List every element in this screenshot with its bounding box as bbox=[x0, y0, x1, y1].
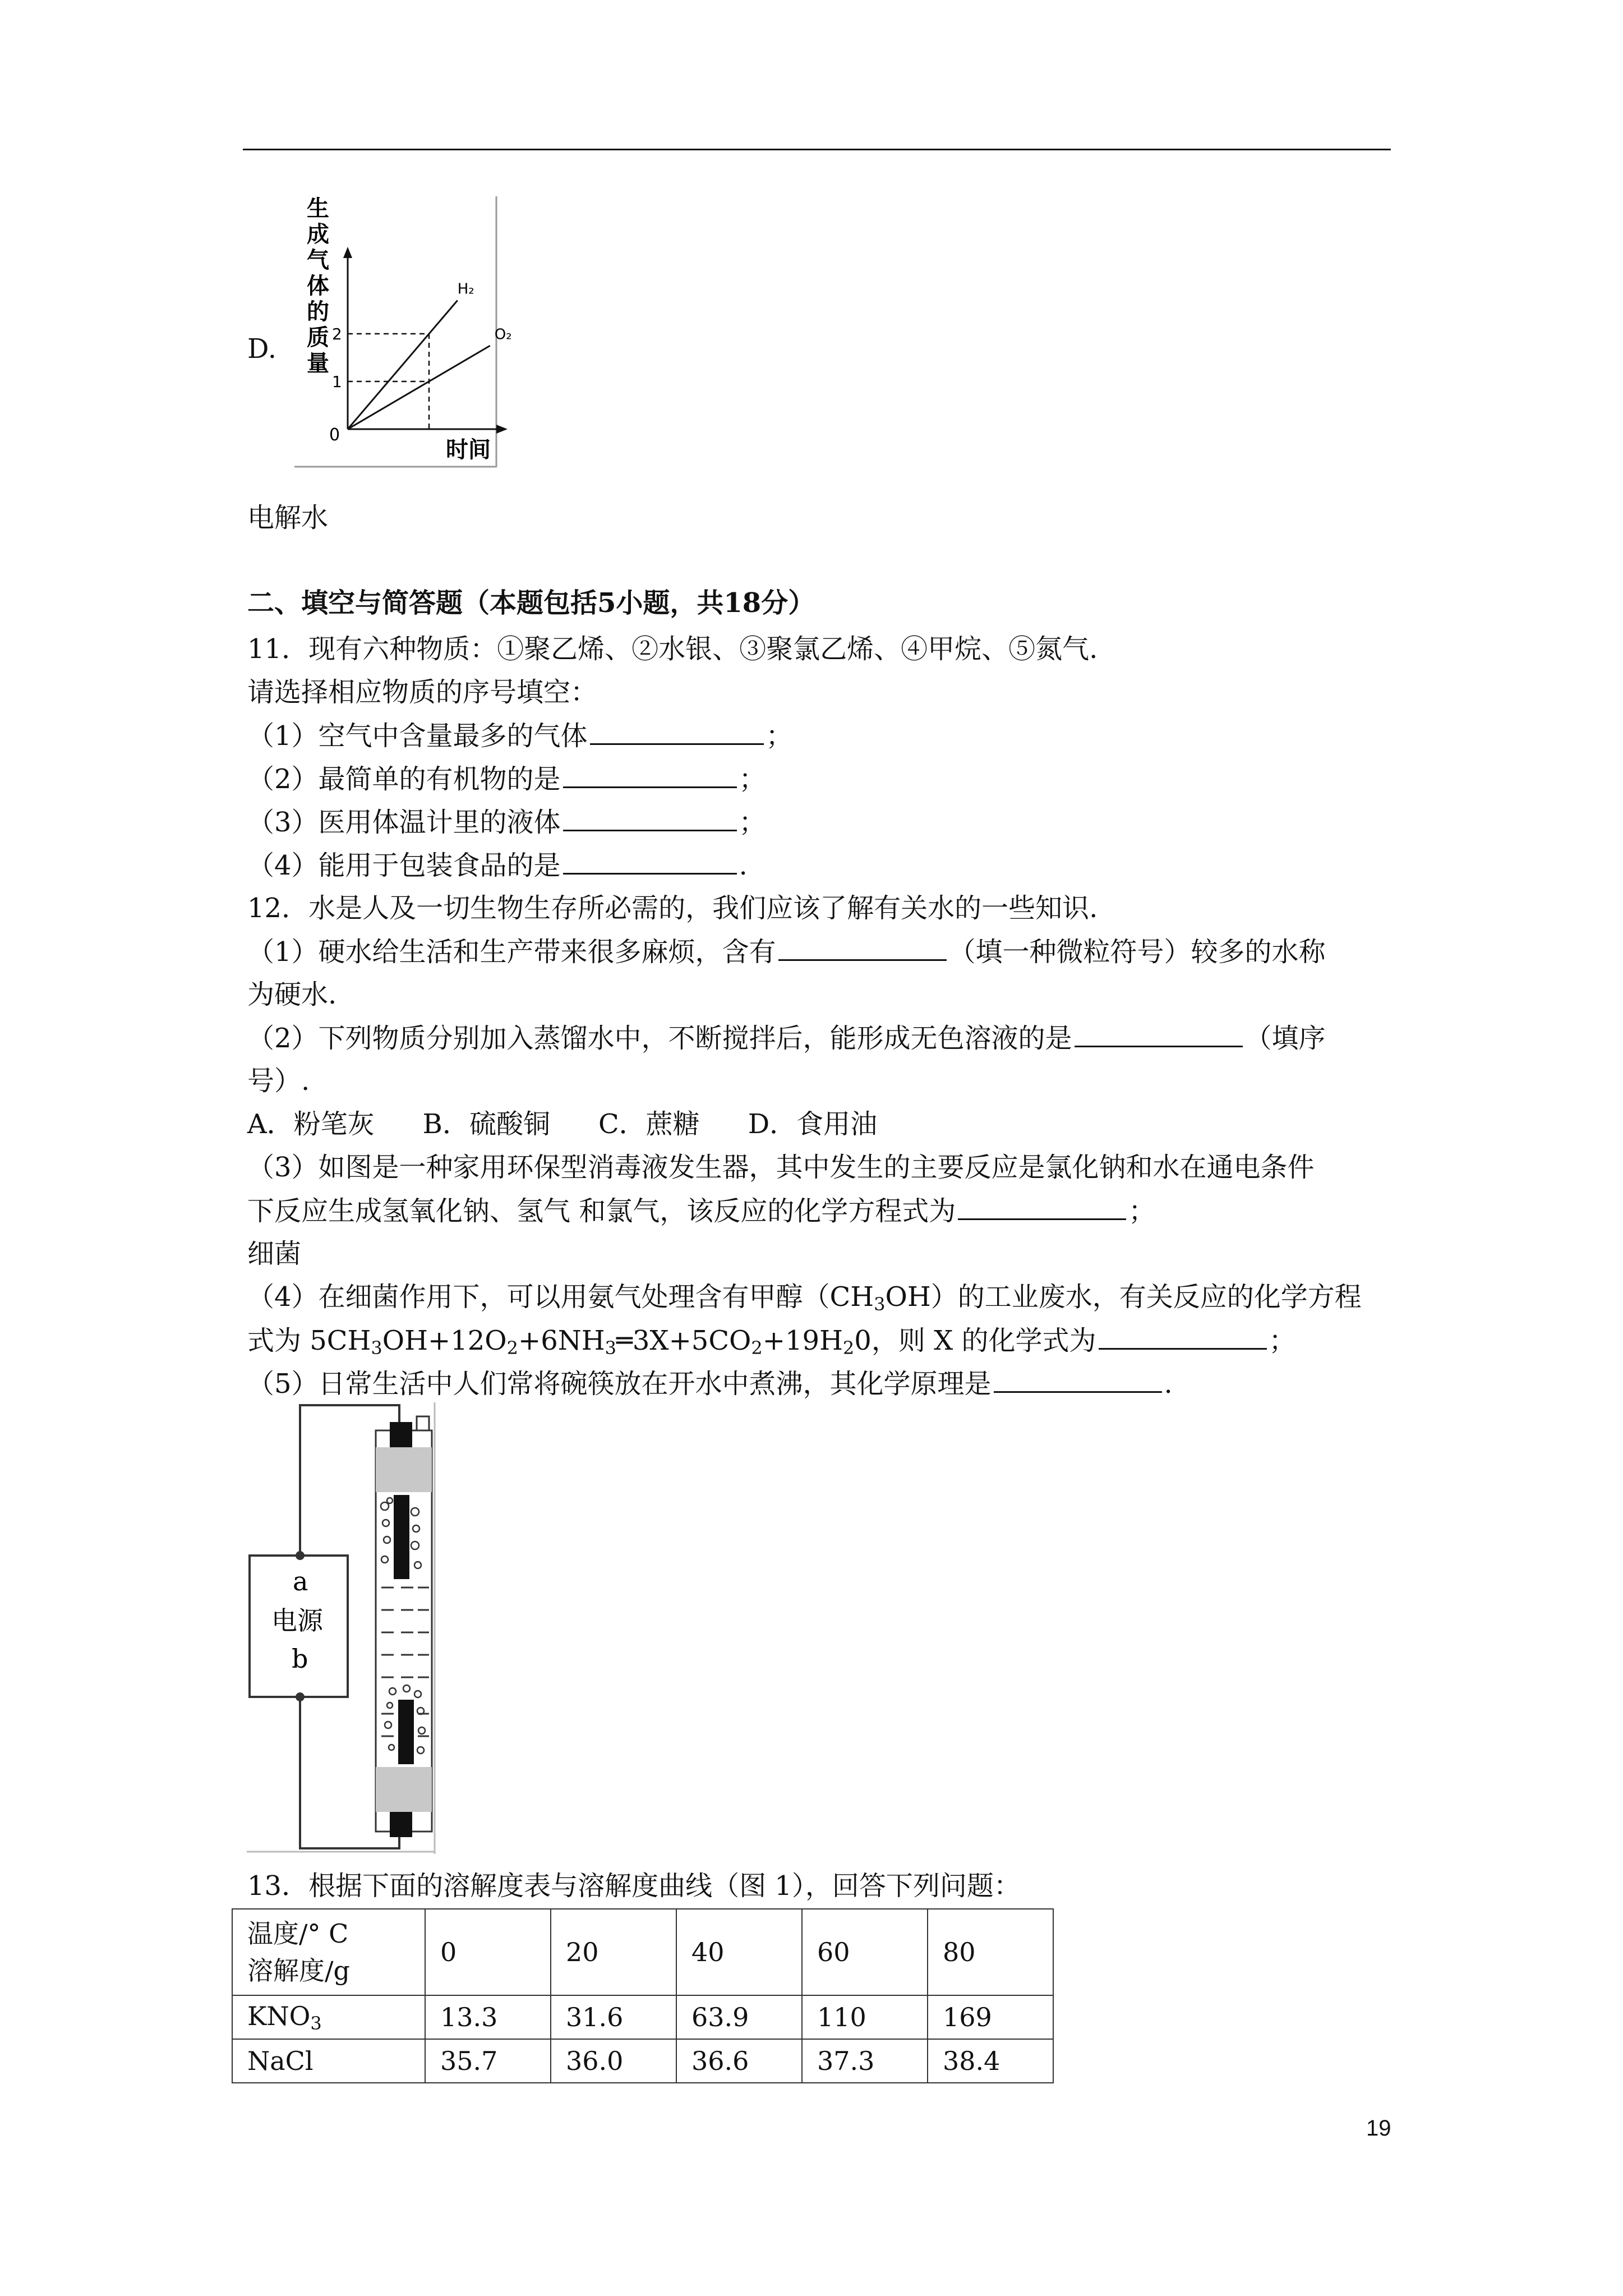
header-rule bbox=[243, 149, 1391, 150]
table-corner-header: 温度/° C 溶解度/g bbox=[232, 1909, 425, 1995]
y-tick-label: 1 bbox=[332, 372, 342, 391]
series-line-o2 bbox=[348, 346, 490, 429]
table-cell: 13.3 bbox=[425, 1995, 551, 2039]
answer-blank[interactable] bbox=[778, 935, 947, 961]
answer-blank[interactable] bbox=[563, 762, 737, 788]
lower-electrode bbox=[398, 1700, 414, 1764]
solubility-table bbox=[232, 1908, 1054, 2083]
table-cell: 38.4 bbox=[928, 2039, 1053, 2083]
q12-part3-line1: （3）如图是一种家用环保型消毒液发生器，其中发生的主要反应是氯化钠和水在通电条件 bbox=[247, 1152, 1315, 1183]
series-line-h2 bbox=[348, 301, 458, 430]
table-header-row bbox=[232, 1909, 1053, 1995]
q11-stem: 11．现有六种物质：①聚乙烯、②水银、③聚氯乙烯、④甲烷、⑤氮气. bbox=[247, 633, 1098, 665]
table-row bbox=[232, 1995, 1053, 2039]
option-d: D．食用油 bbox=[748, 1108, 878, 1140]
answer-blank[interactable] bbox=[994, 1366, 1162, 1393]
table-cell: 169 bbox=[928, 1995, 1053, 2039]
q12-options bbox=[247, 1107, 877, 1141]
table-cell: 31.6 bbox=[551, 1995, 676, 2039]
q11-instruction: 请选择相应物质的序号填空： bbox=[247, 677, 598, 708]
q11-item-2: （2）最简单的有机物的是 ； bbox=[247, 762, 766, 796]
section-title: 二、填空与简答题（本题包括5小题，共18分） bbox=[247, 587, 815, 619]
answer-blank[interactable] bbox=[563, 848, 737, 875]
y-axis-label-char: 量 bbox=[307, 351, 329, 376]
upper-electrode bbox=[394, 1495, 409, 1579]
q13-stem: 13．根据下面的溶解度表与溶解度曲线（图 1），回答下列问题： bbox=[247, 1870, 1021, 1902]
option-c: C．蔗糖 bbox=[598, 1108, 700, 1140]
terminal-b bbox=[296, 1692, 305, 1701]
y-axis-arrow bbox=[343, 247, 352, 258]
table-cell: 35.7 bbox=[425, 2039, 551, 2083]
table-cell: 63.9 bbox=[676, 1995, 802, 2039]
x-axis-arrow bbox=[496, 425, 508, 434]
y-axis-label-char: 成 bbox=[307, 222, 329, 247]
q12-part5: （5）日常生活中人们常将碗筷放在开水中煮沸，其化学原理是 . bbox=[247, 1366, 1173, 1401]
bottom-gray-band bbox=[376, 1767, 432, 1812]
option-d-caption: 电解水 bbox=[247, 502, 329, 533]
answer-blank[interactable] bbox=[1099, 1323, 1267, 1350]
answer-blank[interactable] bbox=[563, 805, 737, 831]
option-a: A．粉笔灰 bbox=[247, 1108, 375, 1140]
q12-part4-line2: 式为 $5CH_3OH+12O_2+6NH_3═3X+5CO_2+19H_20$，则 X 的化学式为 ； bbox=[247, 1323, 1296, 1365]
q11-item-1: （1）空气中含量最多的气体 ； bbox=[247, 719, 793, 753]
gas-mass-chart bbox=[283, 194, 519, 468]
table-cell: 110 bbox=[802, 1995, 928, 2039]
disinfectant-generator-figure bbox=[247, 1400, 449, 1854]
table-cell: 0 bbox=[425, 1909, 551, 1995]
y-axis-label-char: 生 bbox=[307, 196, 329, 222]
table-cell: 40 bbox=[676, 1909, 802, 1995]
top-cap bbox=[390, 1422, 412, 1447]
q11-item-4: （4）能用于包装食品的是 . bbox=[247, 848, 748, 882]
q12-part3-note: 细菌 bbox=[247, 1238, 302, 1269]
answer-blank[interactable] bbox=[958, 1194, 1126, 1220]
table-cell: 60 bbox=[802, 1909, 928, 1995]
table-cell: 36.0 bbox=[551, 2039, 676, 2083]
power-label: 电源 bbox=[271, 1605, 323, 1636]
origin-label: 0 bbox=[329, 425, 340, 445]
terminal-b-label: b bbox=[292, 1644, 308, 1674]
answer-blank[interactable] bbox=[1075, 1021, 1243, 1047]
q12-part2-line1: （2）下列物质分别加入蒸馏水中，不断搅拌后，能形成无色溶液的是 （填序 bbox=[247, 1021, 1326, 1055]
terminal-a bbox=[296, 1551, 305, 1560]
table-cell: 80 bbox=[928, 1909, 1053, 1995]
q12-part1-line1: （1）硬水给生活和生产带来很多麻烦，含有 （填一种微粒符号）较多的水称 bbox=[247, 935, 1326, 969]
q12-part1-line2: 为硬水. bbox=[247, 979, 337, 1010]
table-cell: 20 bbox=[551, 1909, 676, 1995]
table-cell: NaCl bbox=[232, 2039, 425, 2083]
option-d-label: D. bbox=[247, 333, 277, 365]
table-cell: 36.6 bbox=[676, 2039, 802, 2083]
table-row bbox=[232, 2039, 1053, 2083]
q12-part4-line1: （4）在细菌作用下，可以用氨气处理含有甲醇$(CH_3OH)$的工业废水，有关反应的化学方程 bbox=[247, 1281, 1362, 1315]
bottom-cap bbox=[390, 1812, 412, 1837]
y-axis-label bbox=[307, 196, 329, 376]
terminal-a-label: a bbox=[293, 1566, 308, 1596]
option-b: B．硫酸铜 bbox=[422, 1108, 550, 1140]
y-axis-label-char: 的 bbox=[307, 299, 329, 325]
y-tick-label: 2 bbox=[332, 325, 342, 343]
y-axis-label-char: 气 bbox=[307, 247, 329, 273]
table-cell: $KNO_3$ bbox=[232, 1995, 425, 2039]
series-label: H₂ bbox=[457, 280, 474, 298]
series-label: O₂ bbox=[494, 326, 512, 343]
x-axis-label: 时间 bbox=[446, 437, 491, 463]
top-gray-band bbox=[376, 1447, 432, 1492]
q11-item-3: （3）医用体温计里的液体 ； bbox=[247, 805, 766, 839]
page-number: 19 bbox=[1366, 2116, 1391, 2141]
y-axis-label-char: 体 bbox=[307, 273, 329, 299]
q12-part2-line2: 号）. bbox=[247, 1065, 310, 1097]
answer-blank[interactable] bbox=[590, 719, 764, 745]
table-cell: 37.3 bbox=[802, 2039, 928, 2083]
q12-stem: 12．水是人及一切生物生存所必需的，我们应该了解有关水的一些知识. bbox=[247, 892, 1098, 924]
q12-part3-line2: 下反应生成氢氧化钠、氢气 和氯气，该反应的化学方程式为 ； bbox=[247, 1194, 1155, 1228]
y-axis-label-char: 质 bbox=[307, 325, 329, 351]
